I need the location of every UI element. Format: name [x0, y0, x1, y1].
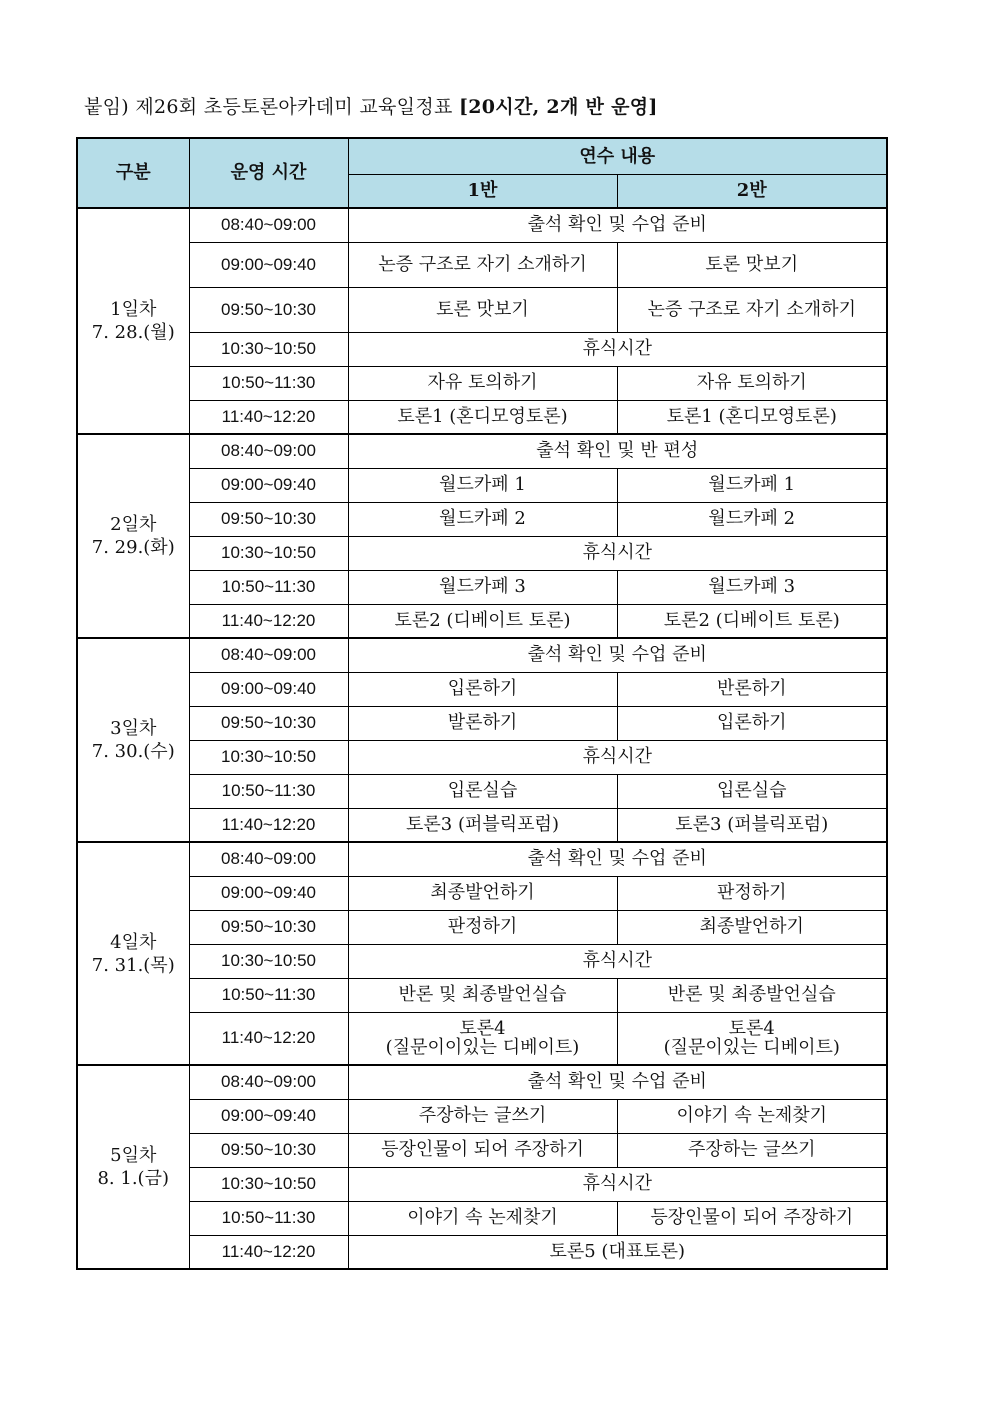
- class1-cell: 발론하기: [348, 706, 617, 740]
- merged-cell: 출석 확인 및 수업 준비: [348, 638, 887, 672]
- table-row: [77, 1201, 887, 1235]
- time-cell: 08:40~09:00: [189, 1065, 348, 1099]
- time-cell: 10:50~11:30: [189, 774, 348, 808]
- day-label: 3일차: [110, 718, 157, 739]
- table-row: [77, 366, 887, 400]
- class2-cell: 이야기 속 논제찾기: [617, 1099, 887, 1133]
- time-cell: 09:50~10:30: [189, 706, 348, 740]
- day-date: 8. 1.(금): [97, 1168, 169, 1189]
- table-row: [77, 910, 887, 944]
- class2-cell: 토론 맛보기: [617, 242, 887, 287]
- time-cell: 08:40~09:00: [189, 842, 348, 876]
- time-cell: 11:40~12:20: [189, 604, 348, 638]
- table-row: [77, 808, 887, 842]
- header-class2: 2반: [617, 175, 887, 209]
- class2-cell: 최종발언하기: [617, 910, 887, 944]
- table-row: [77, 208, 887, 242]
- time-cell: 09:00~09:40: [189, 876, 348, 910]
- time-cell: 10:30~10:50: [189, 1167, 348, 1201]
- schedule-table: [76, 137, 888, 1270]
- table-row: [77, 400, 887, 434]
- table-row: [77, 1133, 887, 1167]
- class1-cell: 자유 토의하기: [348, 366, 617, 400]
- day-label: 2일차: [110, 514, 157, 535]
- day-cell: [77, 208, 189, 434]
- table-row: [77, 468, 887, 502]
- document-title: [84, 92, 658, 119]
- table-row: [77, 876, 887, 910]
- class2-cell: 월드카페 2: [617, 502, 887, 536]
- title-prefix: 붙임) 제26회 초등토론아카데미 교육일정표: [84, 96, 459, 118]
- class1-cell: 토론 맛보기: [348, 287, 617, 332]
- class2-cell: 토론2 (디베이트 토론): [617, 604, 887, 638]
- day-date: 7. 28.(월): [91, 322, 175, 343]
- header-class1: 1반: [348, 175, 617, 209]
- class2-cell: 주장하는 글쓰기: [617, 1133, 887, 1167]
- class1-cell: 논증 구조로 자기 소개하기: [348, 242, 617, 287]
- table-row: [77, 570, 887, 604]
- time-cell: 11:40~12:20: [189, 1012, 348, 1065]
- time-cell: 10:50~11:30: [189, 570, 348, 604]
- class1-cell: 토론3 (퍼블릭포럼): [348, 808, 617, 842]
- class1-cell: 이야기 속 논제찾기: [348, 1201, 617, 1235]
- time-cell: 09:50~10:30: [189, 910, 348, 944]
- table-row: [77, 1099, 887, 1133]
- class1-cell: 판정하기: [348, 910, 617, 944]
- class1-cell: 월드카페 2: [348, 502, 617, 536]
- time-cell: 09:50~10:30: [189, 1133, 348, 1167]
- time-cell: 09:00~09:40: [189, 468, 348, 502]
- class2-cell: 판정하기: [617, 876, 887, 910]
- time-cell: 10:30~10:50: [189, 332, 348, 366]
- title-emphasis: [20시간, 2개 반 운영]: [458, 96, 658, 118]
- table-row: [77, 842, 887, 876]
- day-group-4: [77, 842, 887, 1065]
- table-row: [77, 502, 887, 536]
- table-row: [77, 1065, 887, 1099]
- merged-cell: 휴식시간: [348, 332, 887, 366]
- class2-cell: 토론3 (퍼블릭포럼): [617, 808, 887, 842]
- day-label: 5일차: [110, 1145, 157, 1166]
- table-row: [77, 287, 887, 332]
- day-cell: [77, 434, 189, 638]
- table-row: [77, 332, 887, 366]
- day-date: 7. 30.(수): [91, 741, 175, 762]
- class2-cell: 입론실습: [617, 774, 887, 808]
- merged-cell: 휴식시간: [348, 536, 887, 570]
- class2-cell: 반론 및 최종발언실습: [617, 978, 887, 1012]
- class2-cell: 자유 토의하기: [617, 366, 887, 400]
- merged-cell: 출석 확인 및 수업 준비: [348, 1065, 887, 1099]
- time-cell: 10:50~11:30: [189, 978, 348, 1012]
- day-date: 7. 31.(목): [91, 954, 175, 976]
- class1-title: 토론4: [459, 1018, 506, 1040]
- day-group-5: [77, 1065, 887, 1269]
- time-cell: 09:00~09:40: [189, 672, 348, 706]
- time-cell: 08:40~09:00: [189, 208, 348, 242]
- class1-cell: 월드카페 1: [348, 468, 617, 502]
- header-time: 운영 시간: [189, 138, 348, 208]
- class2-cell: 반론하기: [617, 672, 887, 706]
- class1-cell: 토론2 (디베이트 토론): [348, 604, 617, 638]
- time-cell: 10:30~10:50: [189, 944, 348, 978]
- class2-cell: 등장인물이 되어 주장하기: [617, 1201, 887, 1235]
- merged-cell: 출석 확인 및 수업 준비: [348, 208, 887, 242]
- time-cell: 09:00~09:40: [189, 1099, 348, 1133]
- table-row: [77, 774, 887, 808]
- table-row: [77, 604, 887, 638]
- merged-cell: 출석 확인 및 수업 준비: [348, 842, 887, 876]
- time-cell: 08:40~09:00: [189, 434, 348, 468]
- day-group-2: [77, 434, 887, 638]
- class2-title: 토론4: [728, 1018, 775, 1040]
- merged-cell: 휴식시간: [348, 944, 887, 978]
- class1-cell: [348, 1012, 617, 1065]
- merged-cell: 휴식시간: [348, 1167, 887, 1201]
- table-row: [77, 978, 887, 1012]
- day-label: 4일차: [110, 931, 157, 953]
- class1-cell: 입론실습: [348, 774, 617, 808]
- table-row: [77, 242, 887, 287]
- class1-cell: 등장인물이 되어 주장하기: [348, 1133, 617, 1167]
- day-cell: [77, 842, 189, 1065]
- day-date: 7. 29.(화): [91, 537, 175, 558]
- header-content: 연수 내용: [348, 138, 887, 175]
- class1-cell: 입론하기: [348, 672, 617, 706]
- table-row: [77, 672, 887, 706]
- class2-cell: 논증 구조로 자기 소개하기: [617, 287, 887, 332]
- table-row: [77, 706, 887, 740]
- time-cell: 10:30~10:50: [189, 536, 348, 570]
- day-cell: [77, 638, 189, 842]
- day-group-3: [77, 638, 887, 842]
- time-cell: 10:50~11:30: [189, 1201, 348, 1235]
- time-cell: 09:00~09:40: [189, 242, 348, 287]
- table-row: [77, 434, 887, 468]
- class1-cell: 토론1 (혼디모영토론): [348, 400, 617, 434]
- table-row: [77, 740, 887, 774]
- class1-subtitle: (질문이이있는 디베이트): [385, 1037, 580, 1059]
- class2-cell: 월드카페 1: [617, 468, 887, 502]
- table-row: [77, 638, 887, 672]
- class2-cell: [617, 1012, 887, 1065]
- table-row: [77, 536, 887, 570]
- class1-cell: 반론 및 최종발언실습: [348, 978, 617, 1012]
- class1-cell: 월드카페 3: [348, 570, 617, 604]
- time-cell: 10:30~10:50: [189, 740, 348, 774]
- day-group-1: [77, 208, 887, 434]
- table-row: [77, 1012, 887, 1065]
- day-cell: [77, 1065, 189, 1269]
- day-label: 1일차: [110, 299, 157, 320]
- table-row: [77, 1167, 887, 1201]
- time-cell: 08:40~09:00: [189, 638, 348, 672]
- class1-cell: 주장하는 글쓰기: [348, 1099, 617, 1133]
- class1-cell: 최종발언하기: [348, 876, 617, 910]
- header-category: 구분: [77, 138, 189, 208]
- table-row: [77, 944, 887, 978]
- time-cell: 09:50~10:30: [189, 287, 348, 332]
- time-cell: 10:50~11:30: [189, 366, 348, 400]
- class2-subtitle: (질문이있는 디베이트): [663, 1037, 840, 1059]
- class2-cell: 월드카페 3: [617, 570, 887, 604]
- class2-cell: 입론하기: [617, 706, 887, 740]
- time-cell: 11:40~12:20: [189, 808, 348, 842]
- merged-cell: 토론5 (대표토론): [348, 1235, 887, 1269]
- time-cell: 11:40~12:20: [189, 1235, 348, 1269]
- table-row: [77, 1235, 887, 1269]
- class2-cell: 토론1 (혼디모영토론): [617, 400, 887, 434]
- merged-cell: 출석 확인 및 반 편성: [348, 434, 887, 468]
- time-cell: 11:40~12:20: [189, 400, 348, 434]
- merged-cell: 휴식시간: [348, 740, 887, 774]
- time-cell: 09:50~10:30: [189, 502, 348, 536]
